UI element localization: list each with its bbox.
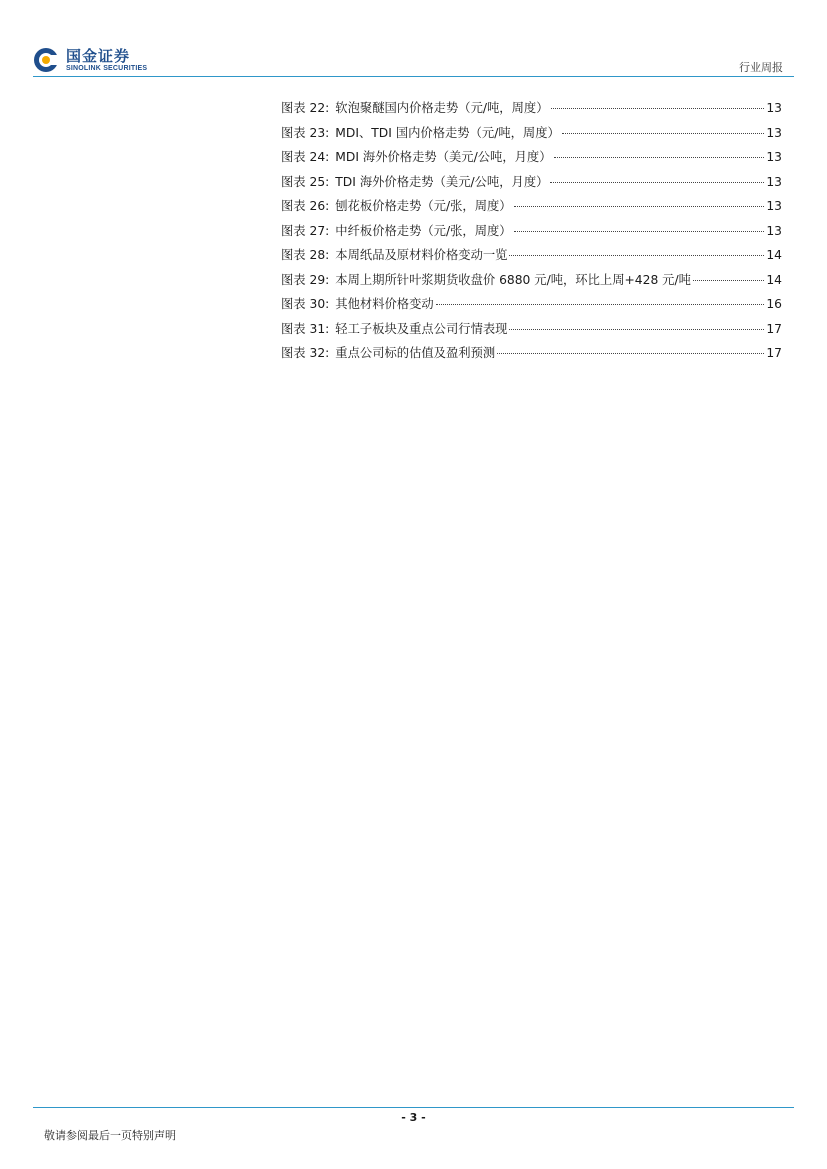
- toc-dot-leader: [509, 329, 764, 330]
- toc-dot-leader: [514, 231, 765, 232]
- toc-figure-title: MDI 海外价格走势（美元/公吨，月度）: [335, 150, 552, 164]
- toc-figure-label: 图表 24:: [281, 150, 330, 164]
- toc-row[interactable]: [281, 123, 782, 148]
- toc-figure-title: 本周上期所针叶浆期货收盘价 6880 元/吨，环比上周+428 元/吨: [335, 272, 691, 287]
- toc-dot-leader: [497, 353, 764, 354]
- toc-dot-leader: [551, 108, 765, 109]
- table-of-figures: [281, 98, 782, 368]
- logo-chinese-name: 国金证券: [66, 47, 131, 65]
- toc-dot-leader: [436, 304, 765, 305]
- toc-figure-title: TDI 海外价格走势（美元/公吨，月度）: [335, 174, 549, 189]
- report-type-label: 行业周报: [739, 61, 783, 74]
- toc-dot-leader: [562, 133, 765, 134]
- toc-page-number: 17: [766, 346, 782, 360]
- toc-page-number: 16: [766, 297, 782, 311]
- toc-figure-label: 图表 26:: [281, 199, 330, 213]
- toc-page-number: 17: [766, 321, 782, 336]
- toc-figure-title: 中纤板价格走势（元/张，周度）: [335, 223, 512, 238]
- toc-page-number: 13: [766, 174, 782, 189]
- toc-figure-label: 图表 31:: [281, 321, 330, 336]
- company-logo: [33, 45, 173, 77]
- toc-row[interactable]: [281, 196, 782, 221]
- toc-row[interactable]: [281, 294, 782, 319]
- toc-dot-leader: [693, 280, 764, 281]
- sinolink-logo-icon: [33, 47, 59, 73]
- toc-figure-label: 图表 32:: [281, 346, 330, 360]
- toc-figure-title: 重点公司标的估值及盈利预测: [335, 346, 496, 360]
- toc-row[interactable]: [281, 98, 782, 123]
- toc-figure-label: 图表 22:: [281, 101, 330, 115]
- toc-figure-label: 图表 23:: [281, 125, 330, 140]
- toc-figure-label: 图表 25:: [281, 174, 330, 189]
- page-header: [0, 0, 827, 80]
- toc-row[interactable]: [281, 172, 782, 197]
- toc-figure-title: 本周纸品及原材料价格变动一览: [335, 248, 508, 262]
- footer-divider: [33, 1107, 794, 1108]
- toc-dot-leader: [554, 157, 765, 158]
- toc-page-number: 13: [766, 101, 782, 115]
- toc-page-number: 13: [766, 199, 782, 213]
- toc-row[interactable]: [281, 319, 782, 344]
- toc-page-number: 13: [766, 125, 782, 140]
- toc-row[interactable]: [281, 245, 782, 270]
- toc-dot-leader: [514, 206, 765, 207]
- toc-row[interactable]: [281, 221, 782, 246]
- toc-figure-title: 其他材料价格变动: [335, 297, 434, 311]
- toc-figure-label: 图表 29:: [281, 272, 330, 287]
- toc-page-number: 14: [766, 248, 782, 262]
- toc-row[interactable]: [281, 147, 782, 172]
- toc-figure-title: 轻工子板块及重点公司行情表现: [335, 321, 508, 336]
- toc-figure-title: MDI、TDI 国内价格走势（元/吨，周度）: [335, 125, 560, 140]
- logo-english-name: SINOLINK SECURITIES: [66, 65, 148, 72]
- toc-page-number: 13: [766, 223, 782, 238]
- toc-row[interactable]: [281, 270, 782, 295]
- toc-dot-leader: [550, 182, 764, 183]
- footer-disclaimer: 敬请参阅最后一页特别声明: [44, 1129, 176, 1142]
- toc-page-number: 13: [766, 150, 782, 164]
- toc-figure-label: 图表 30:: [281, 297, 330, 311]
- header-divider: [33, 76, 794, 77]
- toc-figure-label: 图表 28:: [281, 248, 330, 262]
- toc-figure-title: 软泡聚醚国内价格走势（元/吨，周度）: [335, 101, 549, 115]
- toc-dot-leader: [509, 255, 764, 256]
- page-number: - 3 -: [401, 1111, 426, 1124]
- toc-row[interactable]: [281, 343, 782, 368]
- toc-page-number: 14: [766, 272, 782, 287]
- toc-figure-title: 刨花板价格走势（元/张，周度）: [335, 199, 512, 213]
- toc-figure-label: 图表 27:: [281, 223, 330, 238]
